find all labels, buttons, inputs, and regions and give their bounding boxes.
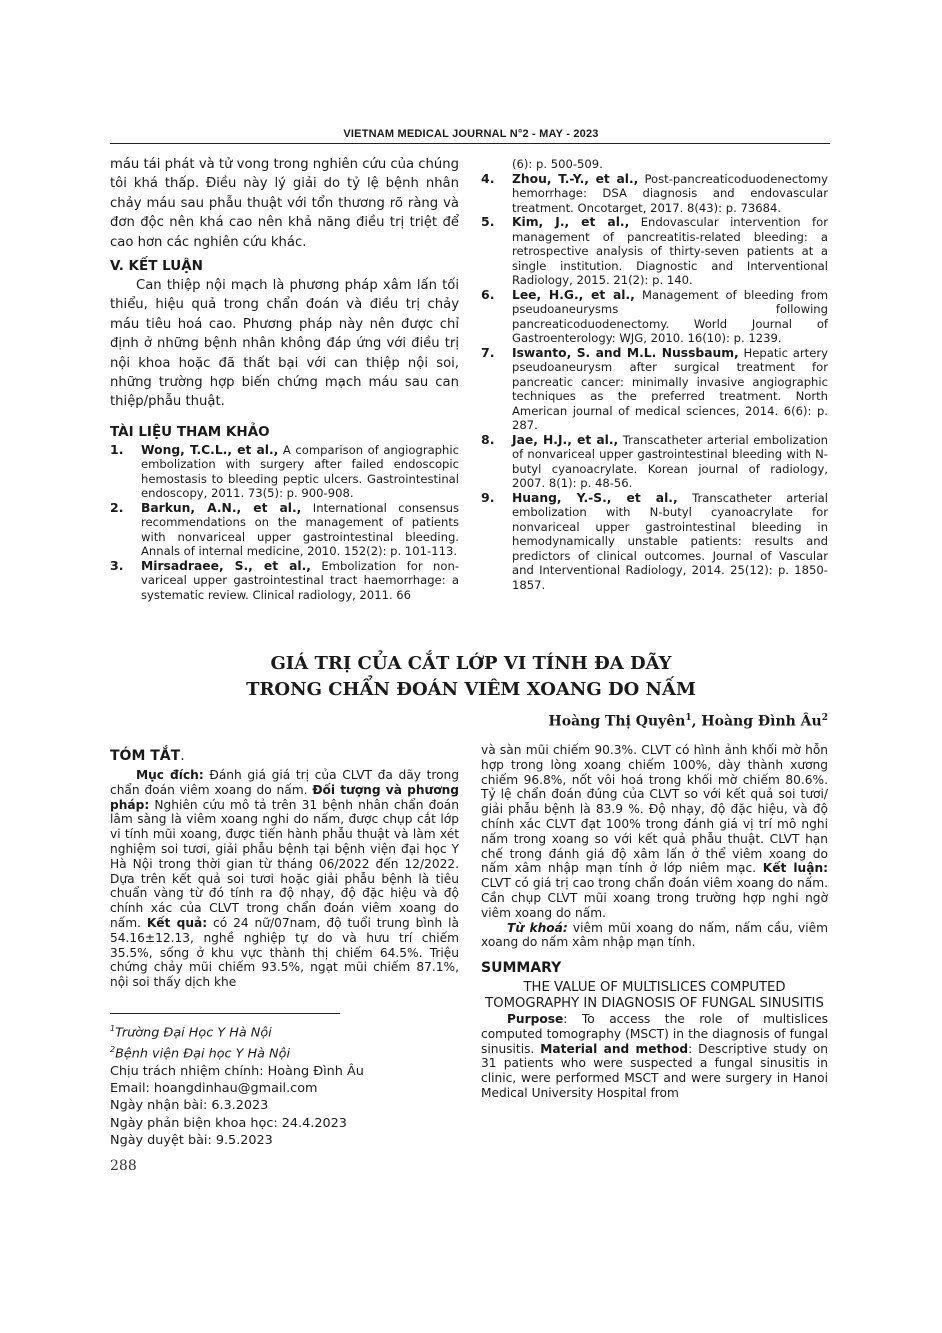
- reference-item: [481, 288, 828, 346]
- result-text: có 24 nữ/07nam, độ tuổi trung bình là 54.16±12.13, nghề nghiệp tự do và hưu trí chiếm 35.5%, sống ở khu vực thành thị chiếm 64.5%. Triệu chứng chảy mũi chiếm 93.5%, ngạt mũi chiếm 87.1%, nội soi thấy dịch khe: [110, 915, 459, 990]
- affiliation-text: Bệnh viện Đại học Y Hà Nội: [115, 1046, 291, 1062]
- reference-item: [481, 491, 828, 593]
- reference-text: Management of bleeding from pseudoaneurysms following pancreaticoduodenectomy. World Journal of Gastroenterology: WJG, 2010. 16(10): p. 1239.: [512, 287, 829, 345]
- email: Email: hoangdinhau@gmail.com: [110, 1081, 318, 1097]
- date-reviewed: Ngày phản biện khoa học: 24.4.2023: [110, 1115, 347, 1131]
- author-name: Hoàng Thị Quyên: [548, 713, 686, 730]
- reference-text: Transcatheter arterial embolization of nonvariceal upper gastrointestinal bleeding with N-butyl cyanoacrylate. Korean journal of radiology, 2007. 8(1): p. 48-56.: [512, 432, 829, 490]
- reference-item: [110, 443, 459, 501]
- affiliation-text: Trường Đại Học Y Hà Nội: [115, 1025, 272, 1041]
- reference-text: Embolization for non-variceal upper gastrointestinal tract haemorrhage: a systematic review. Clinical radiology, 2011. 66: [141, 558, 459, 602]
- date-accepted: Ngày duyệt bài: 9.5.2023: [110, 1132, 273, 1148]
- reference-authors: Wong, T.C.L., et al.,: [141, 442, 279, 457]
- summary-purpose-text: : To access the role of multislices computed tomography (MSCT) in the diagnosis of fungal sinusitis.: [481, 1011, 828, 1056]
- reference-number: 6.: [481, 286, 495, 302]
- author-affiliation-mark: 1: [685, 713, 692, 723]
- reference-authors: Zhou, T.-Y., et al.,: [512, 171, 639, 186]
- affiliation-mark: 1: [110, 1024, 116, 1033]
- conclusion-label: Kết luận:: [762, 861, 828, 876]
- summary-heading: SUMMARY: [481, 960, 562, 977]
- article-authors: [549, 713, 828, 730]
- method-text: Nghiên cứu mô tả trên 31 bệnh nhân chẩn đoán lâm sàng là viêm xoang nghi do nấm, được chụp cắt lớp vi tính mũi xoang, được tiến hành phẫu thuật và làm xét nghiệm soi tươi, giải phẫu bệnh tại bệnh viện đại học Y Hà Nội trong thời gian từ tháng 06/2022 đến 12/2022. Dựa trên kết quả soi tươi hoặc giải phẫu bệnh là tiêu chuẩn vàng từ đó tính ra độ nhạy, độ đặc hiệu và độ chính xác của CLVT trong chẩn đoán viêm xoang do nấm.: [110, 797, 459, 930]
- abstract-heading-text: TÓM TẮT: [110, 748, 181, 764]
- reference-number: 4.: [481, 170, 495, 186]
- reference-number: 1.: [110, 441, 124, 457]
- summary-method-text: : Descriptive study on 31 patients who were suspected a fungal sinusitis in clinic, were performed MSCT and were surgery in Hanoi Medical University Hospital from: [481, 1041, 828, 1100]
- abstract-body: [110, 768, 459, 990]
- reference-number: 3.: [110, 557, 124, 573]
- purpose-label: Mục đích:: [136, 768, 204, 782]
- date-received: Ngày nhận bài: 6.3.2023: [110, 1098, 269, 1114]
- page-number: 288: [110, 1158, 137, 1174]
- keywords-label: Từ khoá:: [507, 920, 568, 935]
- conclusion-heading: V. KẾT LUẬN: [110, 258, 203, 275]
- result-label: Kết quả:: [146, 915, 208, 930]
- reference-item: [110, 559, 459, 603]
- abstract-left-column: [110, 748, 459, 990]
- prev-article-right-column: [481, 157, 828, 592]
- reference-text: Post-pancreaticoduodenectomy hemorrhage: DSA diagnosis and endovascular treatment. Oncotarget, 2017. 8(43): p. 73684.: [512, 171, 829, 215]
- reference-text: International consensus recommendations on the management of patients with nonvariceal upper gastrointestinal bleeding. Annals of internal medicine, 2010. 152(2): p. 101-113.: [141, 500, 460, 559]
- abstract-continued: [481, 743, 828, 921]
- reference-text: Hepatic artery pseudoaneurysm after surgical treatment for pancreatic cancer: minimally invasive angiographic techniques as the preferred treatment. North American journal of medical sciences, 2014. 6(6): p. 287.: [512, 345, 828, 432]
- references-list-right: [481, 172, 828, 593]
- prev-article-left-column: [110, 155, 459, 602]
- purpose-text: Đánh giá giá trị của CLVT đa dãy trong chẩn đoán viêm xoang do nấm.: [110, 768, 460, 797]
- reference-item: [481, 346, 828, 433]
- references-heading: TÀI LIỆU THAM KHẢO: [110, 423, 270, 440]
- article-title-line1: GIÁ TRỊ CỦA CẮT LỚP VI TÍNH ĐA DÃY: [270, 653, 672, 674]
- references-list-left: [110, 443, 459, 603]
- abstract-heading-dot: .: [180, 748, 185, 764]
- reference-continuation: (6): p. 500-509.: [512, 157, 603, 171]
- article-title: [0, 651, 942, 703]
- reference-text: Transcatheter arterial embolization with N-butyl cyanoacrylate for nonvariceal upper gastrointestinal bleeding in hemodynamically unstable patients: results and predictors of clinical outcomes. Journal of Vascular and Interventional Radiology, 2014. 25(12): p. 1850-1857.: [512, 490, 828, 592]
- reference-number: 9.: [481, 489, 495, 505]
- reference-item: [110, 501, 459, 559]
- reference-authors: Mirsadraee, S., et al.,: [141, 558, 311, 573]
- reference-item: [481, 215, 828, 288]
- summary-title: THE VALUE OF MULTISLICES COMPUTED TOMOGRAPHY IN DIAGNOSIS OF FUNGAL SINUSITIS: [485, 980, 824, 1011]
- reference-authors: Iswanto, S. and M.L. Nussbaum,: [512, 345, 739, 360]
- reference-item: [481, 172, 828, 216]
- footnotes: [110, 1020, 364, 1149]
- conclusion-paragraph: Can thiệp nội mạch là phương pháp xâm lấn tối thiểu, hiệu quả trong chẩn đoán và điều trị chảy máu tiêu hoá cao. Phương pháp này nên được chỉ định ở những bệnh nhân không đáp ứng với điều trị nội khoa hoặc đã thất bại với can thiệp nội soi, những trường hợp biến chứng mạch máu sau can thiệp/phẫu thuật.: [110, 278, 459, 410]
- summary-method-label: Material and method: [540, 1041, 689, 1056]
- footnote-rule: [110, 1013, 340, 1014]
- reference-authors: Jae, H.J., et al.,: [512, 432, 619, 447]
- keywords: [481, 921, 828, 951]
- affiliation-2: [110, 1041, 364, 1062]
- article-title-line2: TRONG CHẨN ĐOÁN VIÊM XOANG DO NẤM: [246, 679, 696, 700]
- header-rule: [110, 143, 830, 144]
- reference-authors: Barkun, A.N., et al.,: [141, 500, 302, 515]
- reference-authors: Huang, Y.-S., et al.,: [512, 490, 678, 505]
- reference-number: 5.: [481, 214, 495, 229]
- author-affiliation-mark: 2: [821, 713, 828, 723]
- method-label: Đối tượng và phương pháp:: [110, 782, 459, 812]
- reference-authors: Lee, H.G., et al.,: [512, 287, 635, 302]
- author-name: Hoàng Đình Âu: [701, 713, 822, 730]
- journal-header: VIETNAM MEDICAL JOURNAL N°2 - MAY - 2023: [343, 128, 599, 140]
- conclusion-text: CLVT có giá trị cao trong chẩn đoán viêm xoang do nấm. Cần chụp CLVT mũi xoang trong trường hợp nghi ngờ viêm xoang do nấm.: [481, 876, 828, 920]
- keywords-text: viêm mũi xoang do nấm, nấm cầu, viêm xoang do nấm xâm nhập mạn tính.: [481, 920, 828, 950]
- author-separator: ,: [691, 713, 702, 730]
- reference-number: 8.: [481, 431, 495, 447]
- summary-purpose-label: Purpose: [507, 1011, 564, 1026]
- result-text-continued: và sàn mũi chiếm 90.3%. CLVT có hình ảnh khối mờ hỗn hợp trong lòng xoang chiếm 100%, dày thành xương chiếm 96.8%, nốt vôi hoá trong khối mờ chiếm 80.6%. Tỷ lệ chẩn đoán đúng của CLVT so với kết quả soi tươi/ giải phẫu bệnh là 83.9 %. Độ nhạy, độ đặc hiệu, và độ chính xác CLVT đạt 100% trong đánh giá vị trí mô nghi nấm trong xoang so với kết quả phẫu thuật. CLVT hạn chế trong đánh giá độ xâm lấn ở thể viêm xoang do nấm xâm nhập mạn tính ở lớp niêm mạc.: [481, 743, 828, 876]
- affiliation-1: [110, 1020, 364, 1041]
- affiliation-mark: 2: [110, 1045, 116, 1055]
- reference-authors: Kim, J., et al.,: [512, 215, 630, 229]
- summary-body: [481, 1012, 828, 1101]
- reference-item: [481, 433, 828, 491]
- reference-text: Endovascular intervention for management of pancreatitis-related bleeding: a retrospective analysis of thirty-seven patients at a single institution. Diagnostic and Interventional Radiology, 2015. 21(2): p. 140.: [512, 215, 828, 287]
- corresponding-author: Chịu trách nhiệm chính: Hoàng Đình Âu: [110, 1063, 364, 1079]
- prev-discussion-paragraph: máu tái phát và tử vong trong nghiên cứu của chúng tôi khá thấp. Điều này lý giải do tỷ lệ bệnh nhân chảy máu sau phẫu thuật với tổn thương rõ ràng và đơn độc nên khá cao nên khả năng điều trị triệt để cao hơn các nghiên cứu khác.: [110, 157, 459, 250]
- abstract-heading: [110, 748, 459, 764]
- reference-number: 2.: [110, 499, 124, 515]
- abstract-right-column: [481, 743, 828, 1101]
- reference-number: 7.: [481, 344, 495, 360]
- reference-text: A comparison of angiographic embolization with surgery after failed endoscopic hemostasis to bleeding peptic ulcers. Gastrointestinal endoscopy, 2011. 73(5): p. 900-908.: [141, 442, 459, 501]
